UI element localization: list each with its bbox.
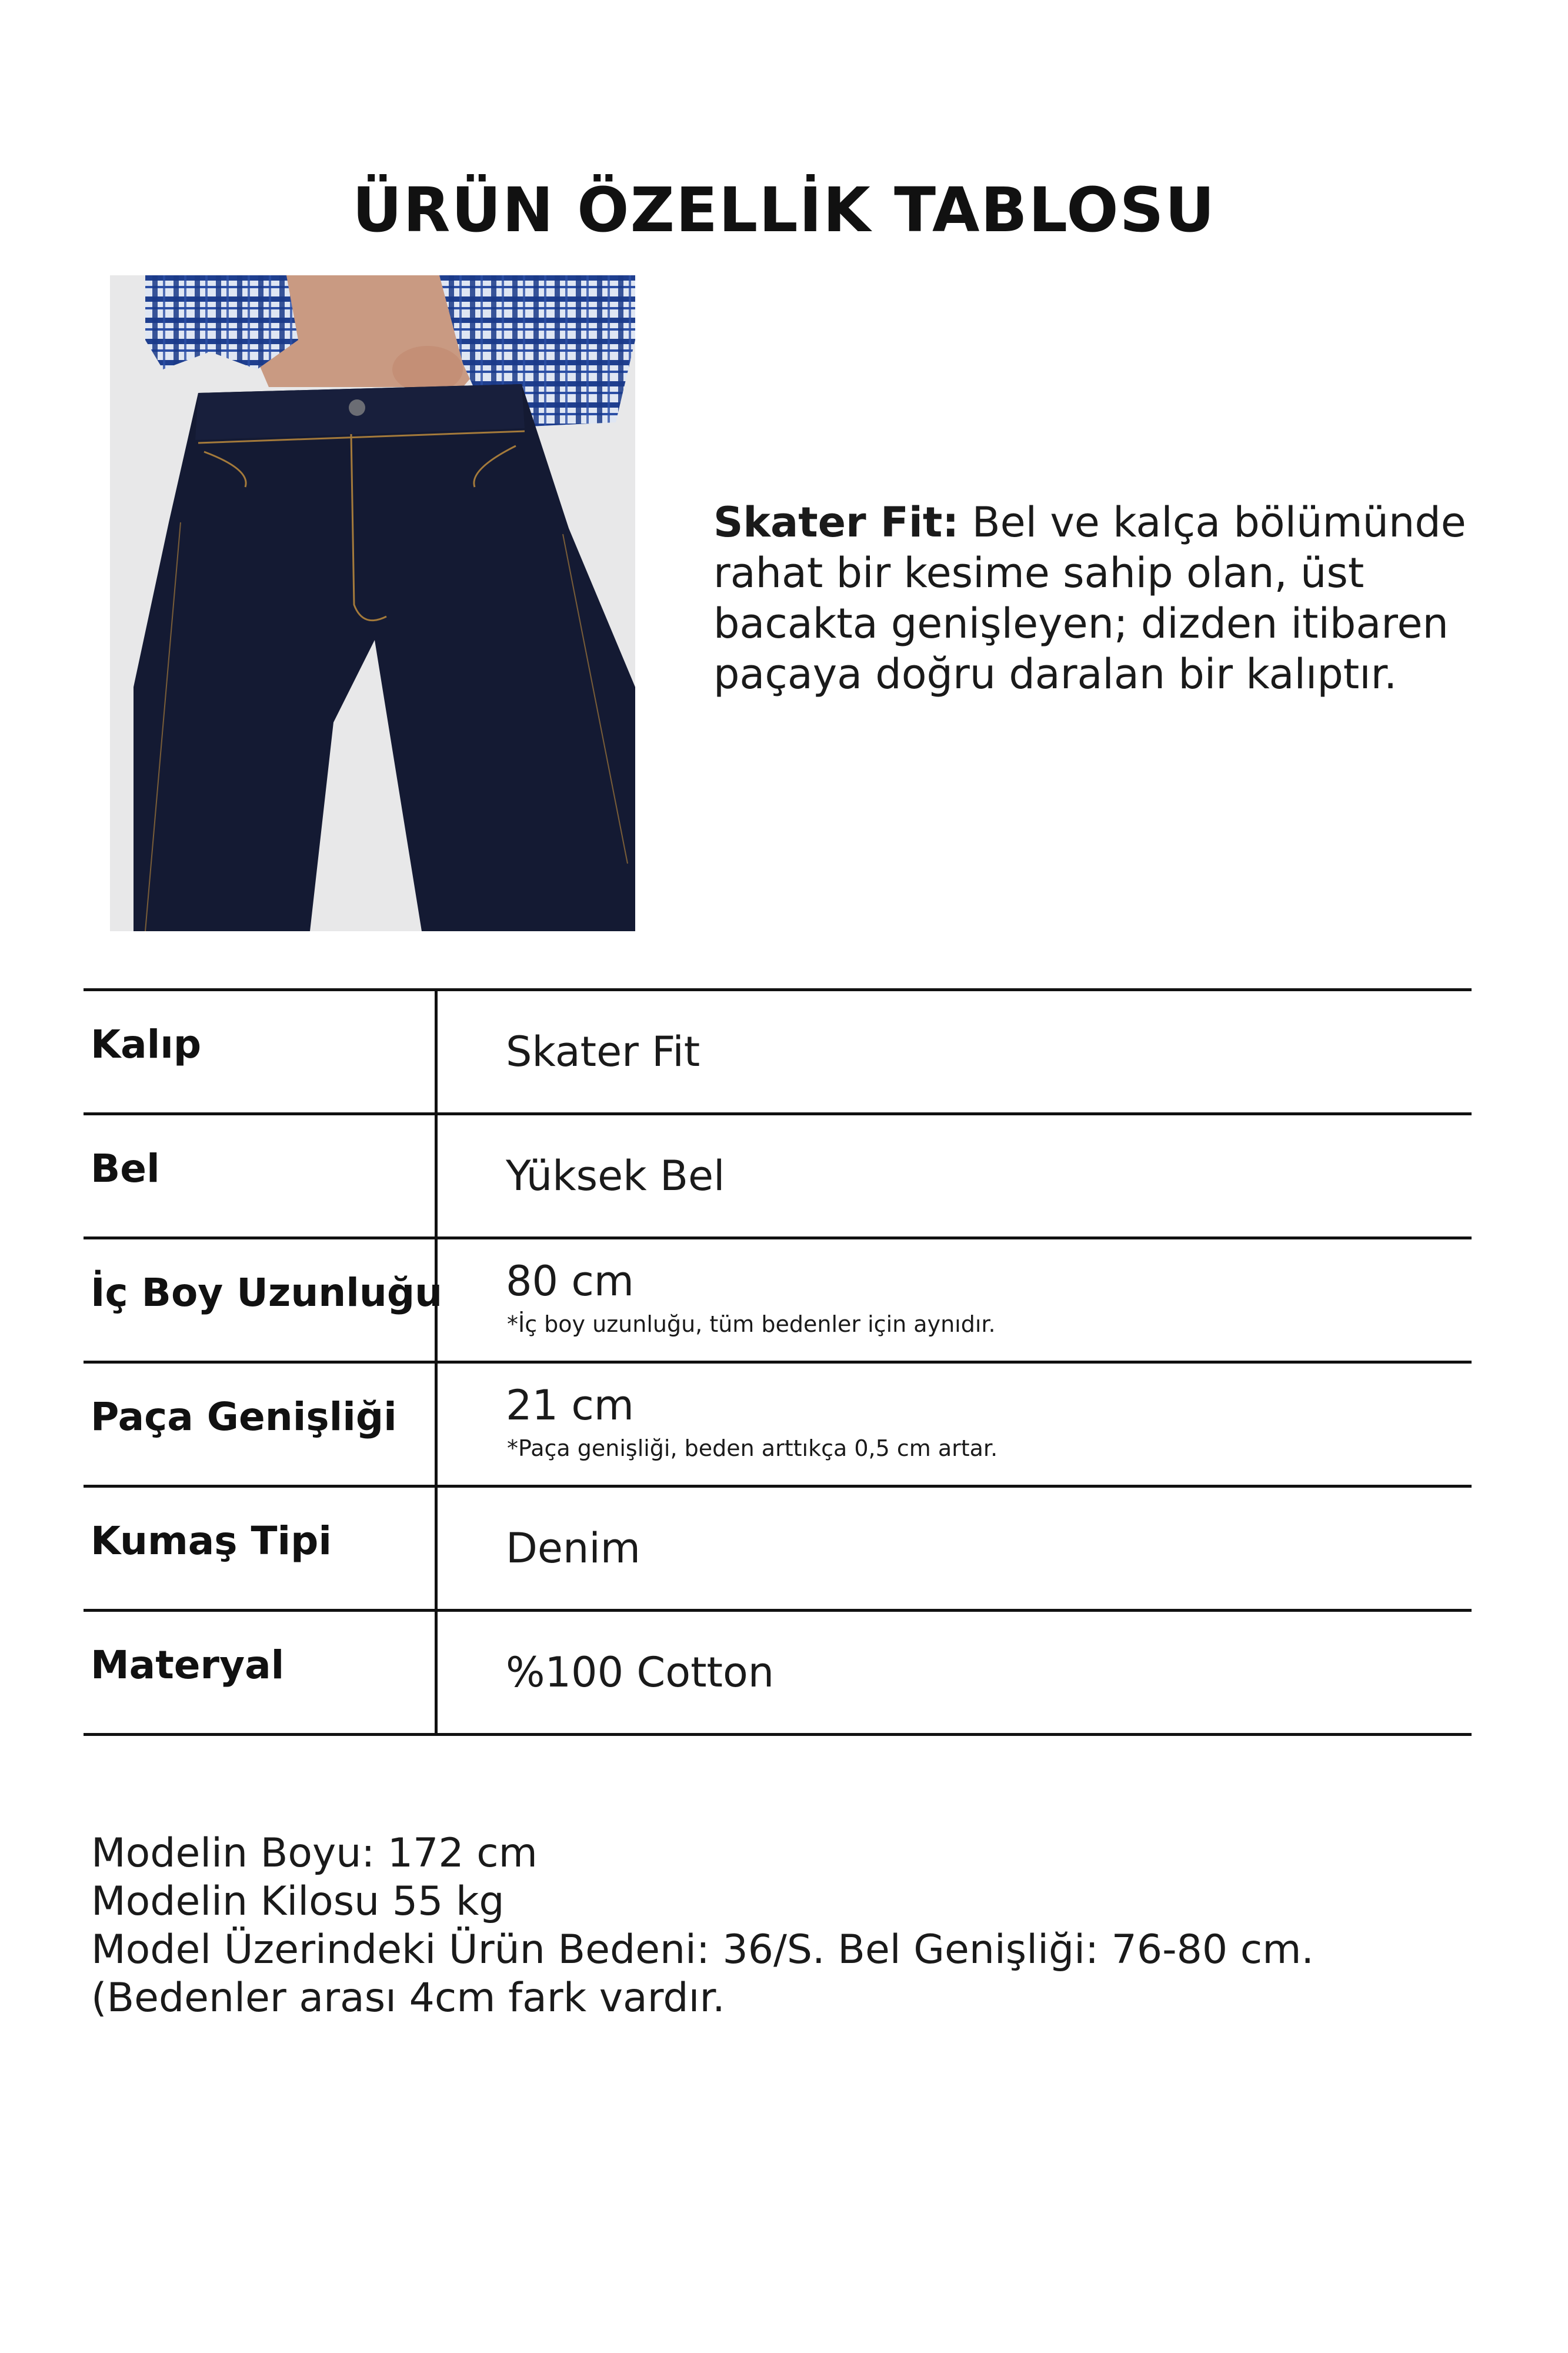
spec-row <box>84 988 1472 1112</box>
spec-value: 21 cm <box>506 1381 634 1429</box>
model-size: Model Üzerindeki Ürün Bedeni: 36/S. Bel Genişliği: 76-80 cm. (Bedenler arası 4cm fark vardır. <box>91 1927 1315 2021</box>
product-photo <box>110 275 635 931</box>
model-weight: Modelin Kilosu 55 kg <box>91 1878 505 1925</box>
spec-label: Materyal <box>91 1642 285 1688</box>
model-info <box>91 1829 1491 2022</box>
spec-value: Skater Fit <box>506 1028 700 1076</box>
fit-description <box>713 497 1496 699</box>
spec-label: İç Boy Uzunluğu <box>91 1270 443 1315</box>
page-title: ÜRÜN ÖZELLİK TABLOSU <box>352 174 1216 246</box>
spec-value: %100 Cotton <box>506 1648 775 1697</box>
spec-note: *Paça genişliği, beden arttıkça 0,5 cm artar. <box>507 1435 998 1461</box>
spec-value: Yüksek Bel <box>506 1152 725 1200</box>
spec-label: Paça Genişliği <box>91 1394 397 1439</box>
spec-row <box>84 1112 1472 1237</box>
spec-row <box>84 1485 1472 1609</box>
spec-value: Denim <box>506 1524 640 1572</box>
column-divider <box>435 1612 438 1733</box>
spec-note: *İç boy uzunluğu, tüm bedenler için aynıdır. <box>507 1311 996 1337</box>
spec-row <box>84 1361 1472 1485</box>
spec-label: Kalıp <box>91 1022 202 1067</box>
spec-table <box>84 988 1472 1736</box>
fit-text: Bel ve kalça bölümünde rahat bir kesime sahip olan, üst bacakta genişleyen; dizden itibaren paçaya doğru daralan bir kalıptır. <box>713 498 1466 698</box>
column-divider <box>435 991 438 1112</box>
column-divider <box>435 1364 438 1485</box>
spec-label: Kumaş Tipi <box>91 1518 332 1564</box>
spec-row <box>84 1237 1472 1361</box>
fit-term: Skater Fit: <box>713 498 959 546</box>
spec-value: 80 cm <box>506 1257 634 1305</box>
spec-row <box>84 1609 1472 1736</box>
column-divider <box>435 1488 438 1609</box>
model-height: Modelin Boyu: 172 cm <box>91 1830 538 1877</box>
column-divider <box>435 1115 438 1237</box>
spec-label: Bel <box>91 1146 160 1191</box>
